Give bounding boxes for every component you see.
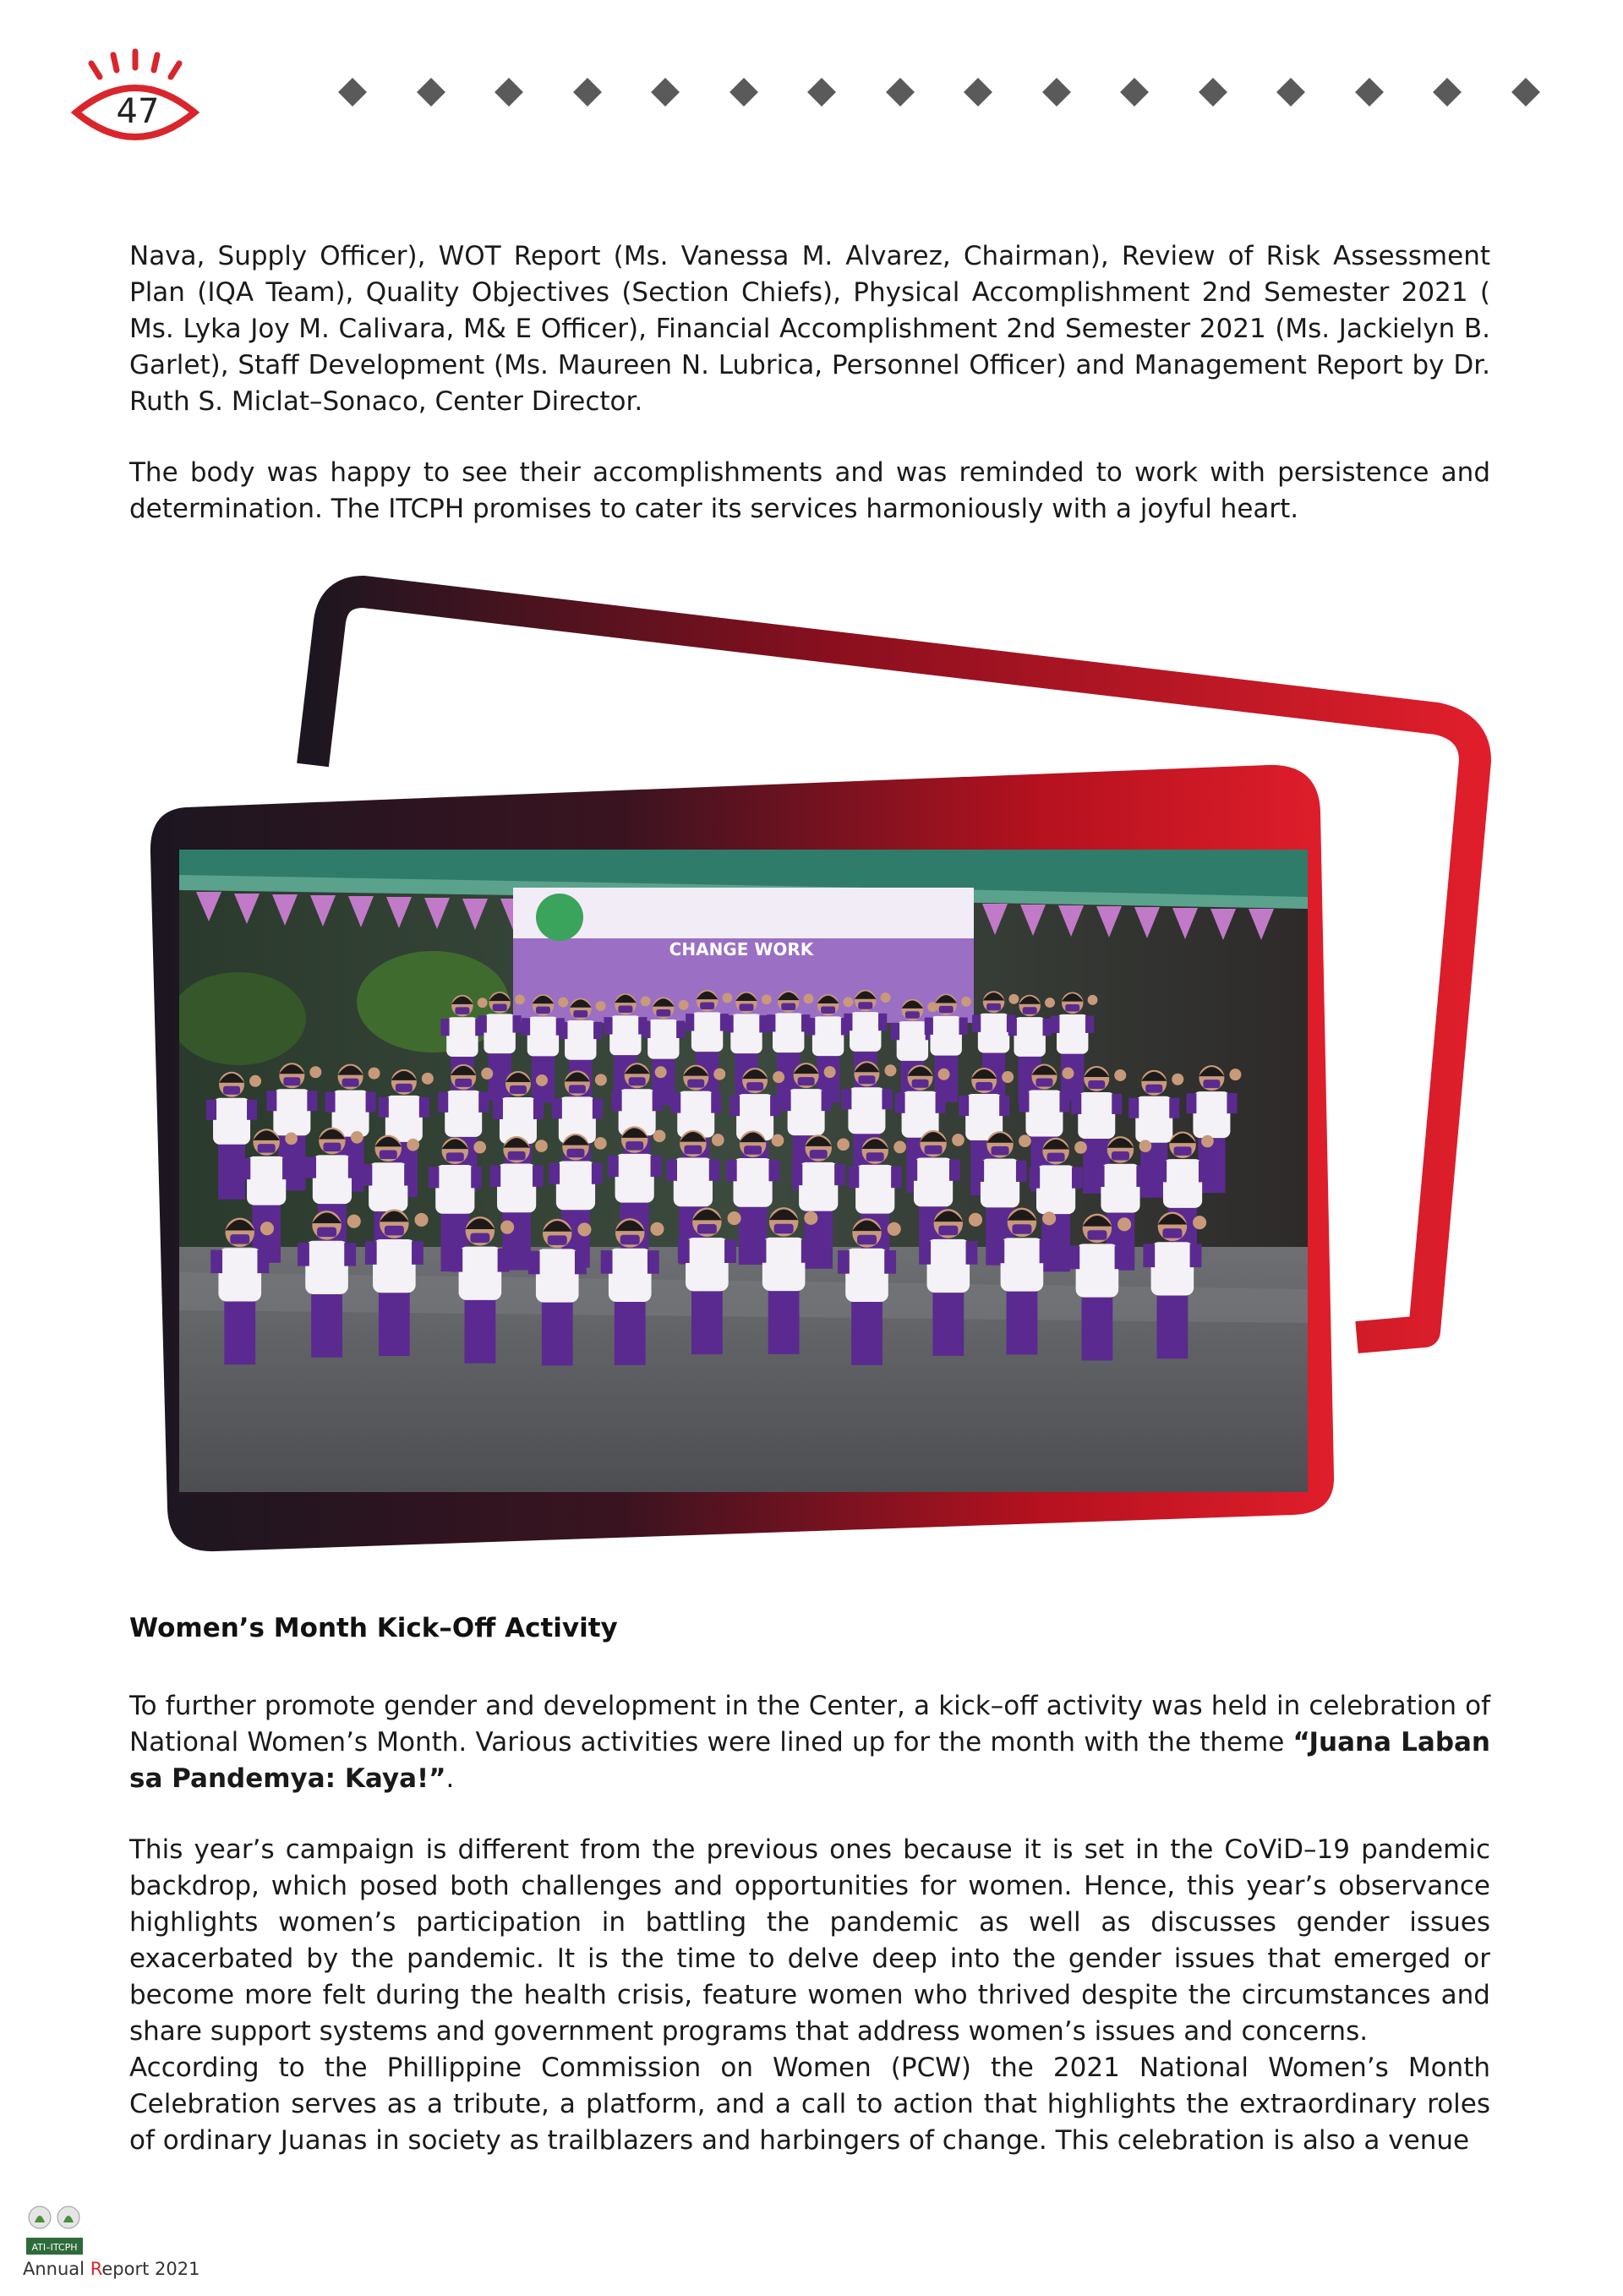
footer-label-2: eport 2021: [101, 2259, 200, 2279]
group-photo-illustration: [179, 850, 1308, 1492]
paragraph-3-end: .: [445, 1763, 455, 1794]
ati-itcph-logo: [23, 2202, 86, 2261]
group-photo: [179, 850, 1308, 1492]
theme-quote: “Juana Laban sa Pandemya: Kaya!”: [129, 1727, 1490, 1794]
logo-badge-text: ATI–ITCPH: [31, 2242, 78, 2253]
footer-label-r: R: [90, 2259, 102, 2279]
page-number: 47: [116, 92, 160, 131]
footer-label-1: Annual: [23, 2259, 90, 2279]
paragraph-2: The body was happy to see their accomplishments and was reminded to work with persistence and determination. The ITCPH promises to cater its services harmoniously with a joyful heart.: [129, 457, 1490, 524]
footer-label: [23, 2259, 199, 2279]
paragraph-1: Nava, Supply Officer), WOT Report (Ms. Vanessa M. Alvarez, Chairman), Review of Risk Assessment Plan (IQA Team), Quality Objectives (Section Chiefs), Physical Accomplishment 2nd Semester 2021 ( Ms. Lyka Joy M. Calivara, M& E Officer), Financial Accomplishment 2nd Semester 2021 (Ms. Jackielyn B. Garlet), Staff Development (Ms. Maureen N. Lubrica, Personnel Officer) and Management Report by Dr. Ruth S. Miclat–Sonaco, Center Director.: [129, 241, 1490, 417]
paragraph-3: [129, 1688, 1490, 1797]
paragraph-3-text: To further promote gender and development in the Center, a kick–off activity was held in celebration of National Women’s Month. Various activities were lined up for the month with the theme: [129, 1691, 1490, 1758]
paragraph-5: According to the Phillippine Commission on Women (PCW) the 2021 National Women’s Month Celebration serves as a tribute, a platform, and a call to action that highlights the extraordinary roles of ordinary Juanas in society as trailblazers and harbingers of change. This celebration is also a venue: [129, 2053, 1490, 2156]
paragraph-4: This year’s campaign is different from the previous ones because it is set in the CoViD–19 pandemic backdrop, which posed both challenges and opportunities for women. Hence, this year’s observance highlights women’s participation in battling the pandemic as well as discusses gender issues exacerbated by the pandemic. It is the time to delve deep into the gender issues that emerged or become more felt during the health crisis, feature women who thrived despite the circumstances and share support systems and government programs that address women’s issues and concerns.: [129, 1834, 1490, 2047]
banner-text: CHANGE WORK: [669, 939, 814, 959]
section-heading: Women’s Month Kick–Off Activity: [129, 1613, 618, 1643]
